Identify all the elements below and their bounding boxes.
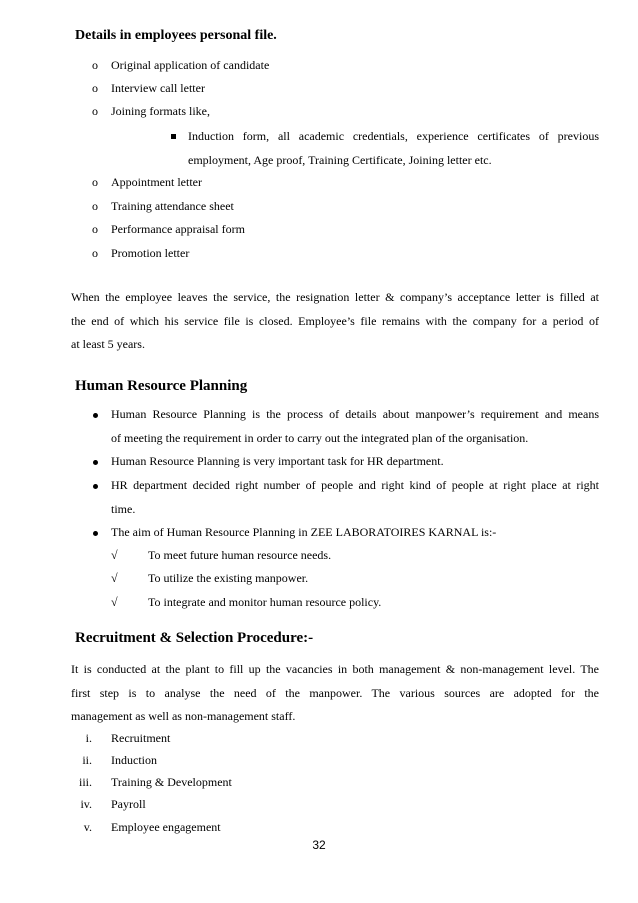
numbered-item: Recruitment: [111, 731, 171, 745]
numeral: iii.: [78, 775, 92, 789]
bullet-line: The aim of Human Resource Planning in ZEE LABORATOIRES KARNAL is:-: [111, 525, 497, 539]
check-mark-icon: √: [111, 571, 118, 585]
square-bullet-icon: [171, 134, 176, 139]
numeral: ii.: [82, 753, 92, 767]
bullet-o: o: [92, 81, 98, 95]
page-number: 32: [312, 838, 326, 852]
numbered-item: Induction: [111, 753, 157, 767]
paragraph-line: at least 5 years.: [71, 337, 145, 351]
check-item: To integrate and monitor human resource policy.: [148, 595, 382, 609]
bullet-o: o: [92, 58, 98, 72]
paragraph-line: It is conducted at the plant to fill up the vacancies in both management & non-management level. The: [71, 662, 599, 676]
list-item: Promotion letter: [111, 246, 190, 260]
list-item: Appointment letter: [111, 175, 202, 189]
list-item: Joining formats like,: [111, 104, 210, 118]
list-item: Original application of candidate: [111, 58, 270, 72]
paragraph-line: When the employee leaves the service, the resignation letter & company’s acceptance letter is filled at: [71, 290, 599, 304]
sub-item-line: employment, Age proof, Training Certificate, Joining letter etc.: [188, 153, 492, 167]
check-mark-icon: √: [111, 595, 118, 609]
bullet-dot-icon: [93, 484, 98, 489]
list-item: Interview call letter: [111, 81, 205, 95]
heading-hrp: Human Resource Planning: [75, 378, 248, 394]
bullet-dot-icon: [93, 531, 98, 536]
heading-recruitment: Recruitment & Selection Procedure:-: [75, 630, 314, 646]
numbered-item: Employee engagement: [111, 820, 221, 834]
paragraph-line: the end of which his service file is closed. Employee’s file remains with the company for a period of: [71, 314, 599, 328]
list-item: Performance appraisal form: [111, 222, 245, 236]
numbered-item: Payroll: [111, 797, 146, 811]
bullet-o: o: [92, 104, 98, 118]
check-item: To utilize the existing manpower.: [148, 571, 309, 585]
bullet-line: HR department decided right number of people and right kind of people at right place at right: [111, 478, 599, 492]
check-mark-icon: √: [111, 548, 118, 562]
bullet-line: time.: [111, 502, 136, 516]
numbered-item: Training & Development: [111, 775, 232, 789]
heading-personal-file: Details in employees personal file.: [75, 28, 277, 43]
bullet-o: o: [92, 199, 98, 213]
bullet-line: of meeting the requirement in order to carry out the integrated plan of the organisation.: [111, 431, 529, 445]
numeral: i.: [85, 731, 92, 745]
sub-item-line: Induction form, all academic credentials, experience certificates of previous: [188, 129, 599, 143]
bullet-o: o: [92, 246, 98, 260]
check-item: To meet future human resource needs.: [148, 548, 332, 562]
numeral: iv.: [80, 797, 92, 811]
bullet-dot-icon: [93, 460, 98, 465]
paragraph-line: management as well as non-management staff.: [71, 709, 296, 723]
list-item: Training attendance sheet: [111, 199, 234, 213]
bullet-line: Human Resource Planning is the process of details about manpower’s requirement and means: [111, 407, 599, 421]
paragraph-line: first step is to analyse the need of the manpower. The various sources are adopted for the: [71, 686, 599, 700]
bullet-o: o: [92, 175, 98, 189]
bullet-line: Human Resource Planning is very important task for HR department.: [111, 454, 444, 468]
bullet-dot-icon: [93, 413, 98, 418]
bullet-o: o: [92, 222, 98, 236]
numeral: v.: [83, 820, 92, 834]
